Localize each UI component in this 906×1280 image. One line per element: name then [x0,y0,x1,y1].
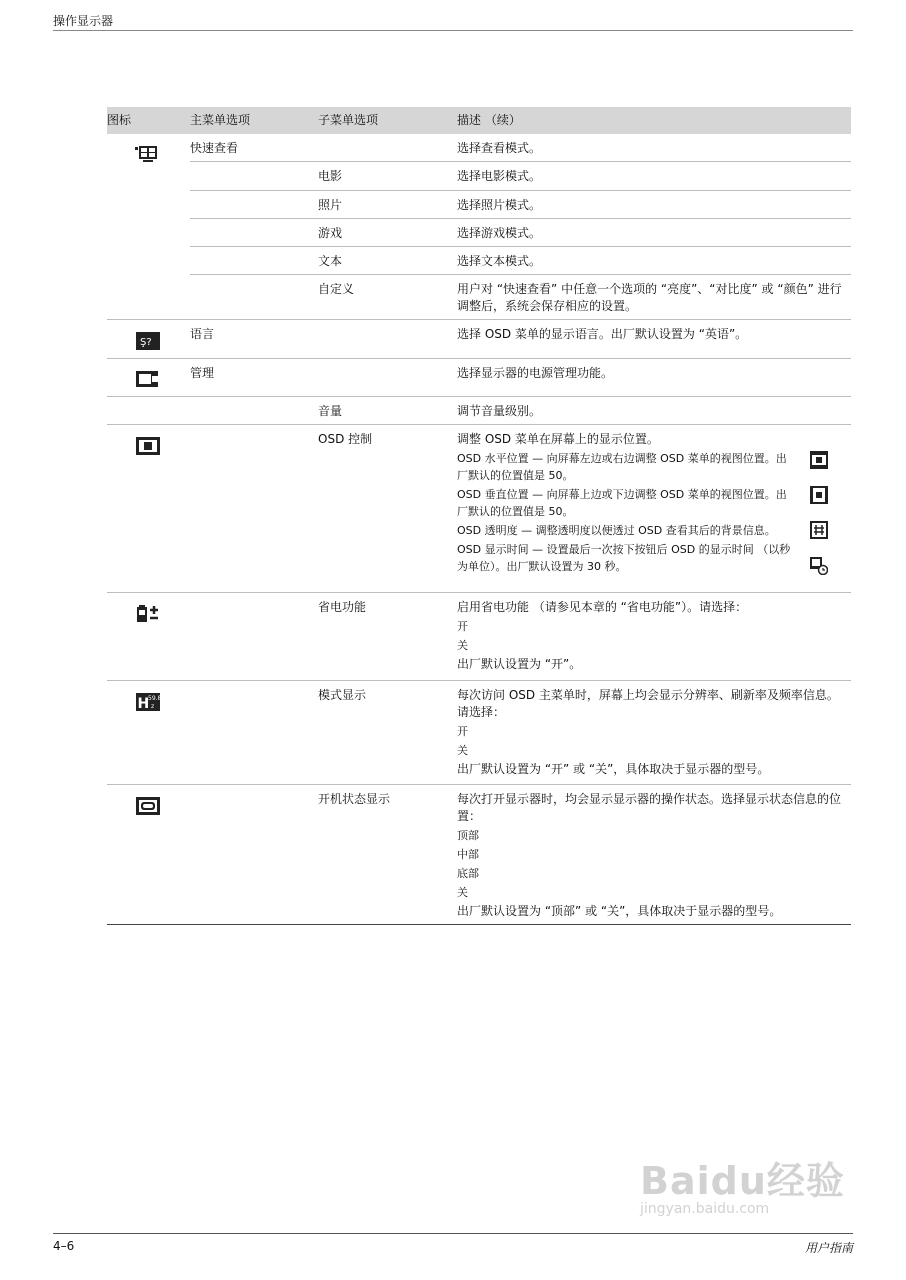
header-divider [53,30,853,31]
description [457,431,797,575]
osd-control-icon [135,435,161,457]
osd-transparency-icon [810,521,828,539]
table-row [107,593,851,681]
header-sub-col: 子菜单选项 [318,113,379,127]
header-desc-col: 描述 （续） [457,113,521,127]
option-on: 开 [457,620,468,633]
mode-display-icon [135,691,161,713]
header-main-col: 主菜单选项 [190,113,251,127]
watermark-brand: Baidu经验 [640,1159,845,1203]
management-icon [135,368,161,390]
svg-text:59.8: 59.8 [148,695,161,702]
description [457,687,842,778]
sub-option: 游戏 [318,226,343,240]
default-note: 出厂默认设置为 “开” 或 “关”，具体取决于显示器的型号。 [457,762,770,776]
default-note: 出厂默认设置为 “顶部” 或 “关”，具体取决于显示器的型号。 [457,904,782,918]
default-note: 出厂默认设置为 “开”。 [457,657,582,671]
description: 选择照片模式。 [457,198,542,212]
main-option: 管理 [190,366,215,380]
option-top: 顶部 [457,829,479,842]
osd-transparency-text: OSD 透明度 — 调整透明度以便透过 OSD 查看其后的背景信息。 [457,524,776,537]
sub-option: 照片 [318,198,343,212]
option-middle: 中部 [457,848,479,861]
option-off: 关 [457,886,468,899]
main-option: 快速查看 [190,141,239,155]
description: 用户对 “快速查看” 中任意一个选项的 “亮度”、“对比度” 或 “颜色” 进行调整后，系统会保存相应的设置。 [457,282,842,313]
table-row [107,162,851,191]
svg-text:Ş?: Ş? [140,337,152,348]
sub-option: 电影 [318,169,343,183]
sub-option: OSD 控制 [318,432,373,446]
description: 选择电影模式。 [457,169,542,183]
description: 选择游戏模式。 [457,226,542,240]
osd-timeout-icon [810,557,828,575]
osd-menu-table [107,107,851,925]
table-header [107,107,851,134]
description: 选择查看模式。 [457,141,542,155]
svg-text:H: H [137,696,150,712]
description: 调节音量级别。 [457,404,542,418]
sub-option: 模式显示 [318,688,367,702]
sub-option: 开机状态显示 [318,792,391,806]
option-off: 关 [457,744,468,757]
table-row [107,397,851,425]
header-icon-col: 图标 [107,113,132,127]
description [457,791,842,920]
desc-line: 启用省电功能 （请参见本章的 “省电功能”）。请选择： [457,600,748,614]
desc-line: 每次打开显示器时，均会显示显示器的操作状态。选择显示状态信息的位置： [457,792,842,823]
table-row [107,785,851,925]
table-row [107,359,851,397]
option-off: 关 [457,639,468,652]
sub-option: 省电功能 [318,600,367,614]
watermark-url: jingyan.baidu.com [640,1201,770,1217]
page-number: 4–6 [53,1239,75,1253]
power-status-icon [135,795,161,817]
main-option: 语言 [190,327,215,341]
table-row [107,247,851,275]
osd-timeout-text: OSD 显示时间 — 设置最后一次按下按钮后 OSD 的显示时间 （以秒为单位）。出厂默认设置为 30 秒。 [457,543,791,573]
osd-horizontal-text: OSD 水平位置 — 向屏幕左边或右边调整 OSD 菜单的视图位置。出厂默认的位置值是 50。 [457,452,787,482]
language-icon [135,330,161,352]
power-saver-icon [135,603,161,625]
description [457,599,842,673]
description: 选择 OSD 菜单的显示语言。出厂默认设置为 “英语”。 [457,327,748,341]
table-row [107,219,851,247]
osd-vertical-text: OSD 垂直位置 — 向屏幕上边或下边调整 OSD 菜单的视图位置。出厂默认的位置值是 50。 [457,488,787,518]
osd-horizontal-icon [810,451,828,469]
desc-line: 每次访问 OSD 主菜单时，屏幕上均会显示分辨率、刷新率及频率信息。请选择： [457,688,839,719]
footer-divider [53,1233,853,1234]
osd-vertical-icon [810,486,828,504]
running-header: 操作显示器 [53,14,114,28]
footer-guide-title: 用户指南 [804,1241,853,1255]
table-row [107,681,851,785]
table-row [107,320,851,359]
sub-option: 文本 [318,254,343,268]
table-row [107,275,851,320]
description: 选择显示器的电源管理功能。 [457,366,614,380]
table-bottom-rule [107,924,851,925]
watermark [640,1150,845,1217]
sub-option: 音量 [318,404,343,418]
sub-option: 自定义 [318,282,355,296]
table-row [107,134,851,162]
description: 选择文本模式。 [457,254,542,268]
table-row [107,191,851,219]
osd-intro: 调整 OSD 菜单在屏幕上的显示位置。 [457,432,659,446]
table-row [107,425,851,593]
svg-text:z: z [151,703,155,710]
option-bottom: 底部 [457,867,479,880]
option-on: 开 [457,725,468,738]
